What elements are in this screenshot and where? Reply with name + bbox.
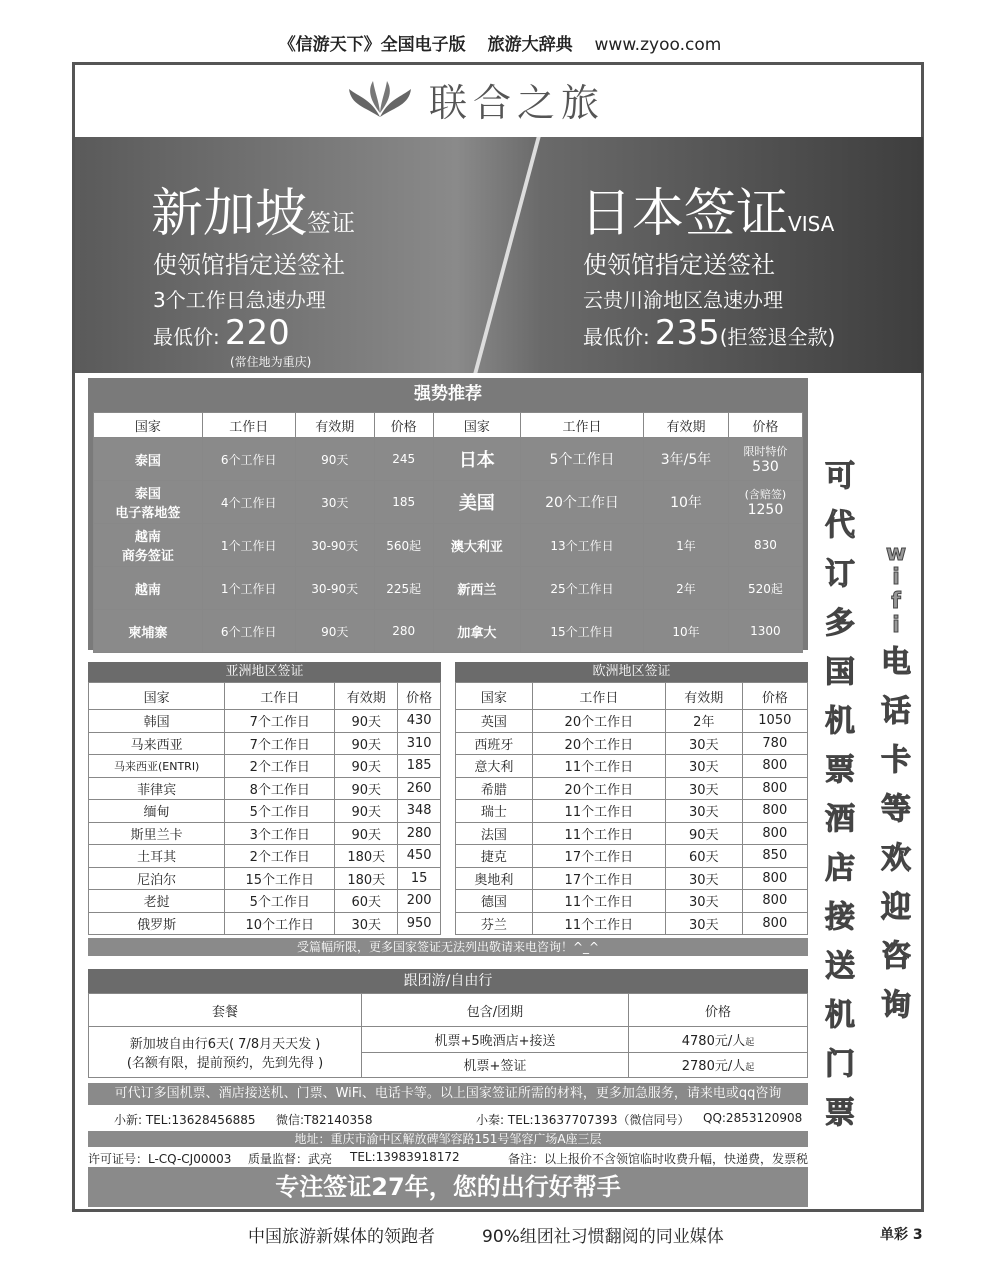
- slogan-bar: 专注签证27年，您的出行好帮手: [88, 1167, 808, 1207]
- europe-title: 欧洲地区签证: [455, 662, 808, 682]
- japan-line2: 云贵川渝地区急速办理: [583, 288, 783, 312]
- side-column-wifi: w i f i 电 话 卡 等 欢 迎 咨 询: [881, 541, 911, 1023]
- singapore-note: (常住地为重庆): [230, 355, 312, 369]
- table-row: 泰国 电子落地签 4个工作日 30天 185 美国 20个工作日 10年 (含赔签) 1250: [94, 481, 803, 524]
- brand-name: 联合之旅: [429, 80, 606, 125]
- table-row: 意大利 11个工作日 30天 800: [456, 755, 808, 778]
- col-header: 工作日: [202, 413, 295, 438]
- publication-header: [0, 30, 1000, 55]
- asia-title: 亚洲地区签证: [88, 662, 441, 682]
- tour-title: 跟团游/自由行: [88, 969, 808, 993]
- japan-price: 最低价: 235(拒签退全款): [583, 313, 836, 353]
- contact-qq[interactable]: QQ:2853120908: [703, 1111, 803, 1125]
- table-row: 奥地利 17个工作日 30天 800: [456, 867, 808, 890]
- asia-visa-section: [88, 662, 441, 935]
- singapore-line2: 3个工作日急速办理: [153, 288, 326, 312]
- singapore-title: 新加坡签证: [151, 184, 356, 244]
- table-row: 越南 1个工作日 30-90天 225起 新西兰 25个工作日 2年 520起: [94, 567, 803, 610]
- table-row: 德国 11个工作日 30天 800: [456, 890, 808, 913]
- table-row: 斯里兰卡 3个工作日 90天 280: [89, 822, 441, 845]
- col-header: 国家: [94, 413, 203, 438]
- table-row: 韩国 7个工作日 90天 430: [89, 710, 441, 733]
- table-row: 希腊 20个工作日 30天 800: [456, 777, 808, 800]
- col-header: 价格: [728, 413, 802, 438]
- col-header: 价格: [374, 413, 433, 438]
- contact-wechat[interactable]: 微信:T82140358: [276, 1113, 373, 1127]
- contact-line: [88, 1108, 808, 1128]
- singapore-price: 最低价: 220: [153, 313, 290, 353]
- tour-section: [88, 969, 808, 1078]
- col-header: 有效期: [295, 413, 374, 438]
- table-row: 捷克 17个工作日 60天 850: [456, 845, 808, 868]
- table-row: 瑞士 11个工作日 30天 800: [456, 800, 808, 823]
- table-row: 西班牙 20个工作日 30天 780: [456, 732, 808, 755]
- footer-left: 中国旅游新媒体的领跑者: [248, 1227, 435, 1247]
- table-row: 俄罗斯 10个工作日 30天 950: [89, 912, 441, 935]
- table-row: 机票+签证 2780元/人起: [89, 1052, 808, 1078]
- table-row: 菲律宾 8个工作日 90天 260: [89, 777, 441, 800]
- europe-visa-section: [455, 662, 808, 935]
- hot-recommend-section: [88, 378, 808, 650]
- europe-table: 国家 工作日 有效期 价格 英国 20个工作日 2年 1050 西班牙 20个工作日 30天 780 意大利 11个工作日 30天 800 希腊 20个工作日 30天 800 瑞士 11个工作日 30天 800 法国 11个工作日 90天 800 捷克 17个工作日 60天 850 奥地利 17个工作日 30天 800 德国 11个工作日 30天 800 芬兰 11个工作日 30天 800: [455, 682, 808, 935]
- table-row: 尼泊尔 15个工作日 180天 15: [89, 867, 441, 890]
- asia-table: 国家 工作日 有效期 价格 韩国 7个工作日 90天 430 马来西亚 7个工作日 90天 310 马来西亚(ENTRI) 2个工作日 90天 185 菲律宾 8个工作日 90天 260 缅甸 5个工作日 90天 348 斯里兰卡 3个工作日 90天 280 土耳其 2个工作日 180天 450 尼泊尔 15个工作日 180天 15 老挝 5个工作日 60天 200 俄罗斯 10个工作日 30天 950: [88, 682, 441, 935]
- singapore-line1: 使领馆指定送签社: [153, 251, 345, 279]
- col-header: 有效期: [644, 413, 729, 438]
- site-url[interactable]: www.zyoo.com: [594, 35, 722, 55]
- contact-phone[interactable]: 小秦: TEL:13637707393（微信同号）: [476, 1113, 690, 1127]
- lotus-logo-icon: [345, 77, 415, 121]
- table-row: 马来西亚 7个工作日 90天 310: [89, 732, 441, 755]
- services-banner: 可代订多国机票、酒店接送机、门票、WiFi、电话卡等。以上国家签证所需的材料，更多加急服务，请来电或qq咨询: [88, 1083, 808, 1105]
- hot-table: [93, 412, 803, 653]
- page-label: 单彩 3: [880, 1227, 923, 1243]
- japan-line1: 使领馆指定送签社: [583, 251, 775, 279]
- address-bar: 地址：重庆市渝中区解放碑邹容路151号邹容广场A座三层: [88, 1131, 808, 1147]
- table-row: 法国 11个工作日 90天 800: [456, 822, 808, 845]
- dict-title: 旅游大辞典: [487, 35, 573, 55]
- table-row: 英国 20个工作日 2年 1050: [456, 710, 808, 733]
- table-row: 越南 商务签证 1个工作日 30-90天 560起 澳大利亚 13个工作日 1年 830: [94, 524, 803, 567]
- visa-banner: [75, 137, 923, 373]
- more-countries-note: 受篇幅所限，更多国家签证无法列出敬请来电咨询！^_^: [88, 938, 808, 956]
- table-row: 土耳其 2个工作日 180天 450: [89, 845, 441, 868]
- page-footer: [0, 1222, 1000, 1246]
- table-row: 柬埔寨 6个工作日 90天 280 加拿大 15个工作日 10年 1300: [94, 610, 803, 653]
- pub-title: 《信游天下》全国电子版: [278, 35, 466, 55]
- table-row: 新加坡自由行6天( 7/8月天天发 ) (名额有限，提前预约，先到先得 ) 机票+5晚酒店+接送 4780元/人起: [89, 1027, 808, 1053]
- table-row: 老挝 5个工作日 60天 200: [89, 890, 441, 913]
- table-row: 马来西亚(ENTRI) 2个工作日 90天 185: [89, 755, 441, 778]
- table-row: 缅甸 5个工作日 90天 348: [89, 800, 441, 823]
- table-row: 芬兰 11个工作日 30天 800: [456, 912, 808, 935]
- license-line: 许可证号：L-CQ-CJ00003 质量监督：武亮 TEL:13983918172 备注：以上报价不含领馆临时收费升幅，快递费，发票税: [88, 1150, 809, 1166]
- japan-title: 日本签证VISA: [580, 184, 835, 244]
- brand-logo: [345, 74, 605, 124]
- hot-title: 强势推荐: [414, 384, 482, 404]
- col-header: 工作日: [520, 413, 643, 438]
- col-header: 国家: [433, 413, 520, 438]
- tour-table: 套餐 包含/团期 价格 新加坡自由行6天( 7/8月天天发 ) (名额有限，提前预约，先到先得 ) 机票+5晚酒店+接送 4780元/人起 机票+签证 2780元/人起: [88, 993, 808, 1078]
- footer-right: 90%组团社习惯翻阅的同业媒体: [482, 1227, 724, 1247]
- contact-phone[interactable]: 小新: TEL:13628456885: [114, 1113, 256, 1127]
- table-row: 泰国 6个工作日 90天 245 日本 5个工作日 3年/5年 限时特价 530: [94, 438, 803, 481]
- side-column-services: 可 代 订 多 国 机 票 酒 店 接 送 机 门 票: [825, 459, 855, 1131]
- banner-divider: [473, 137, 540, 373]
